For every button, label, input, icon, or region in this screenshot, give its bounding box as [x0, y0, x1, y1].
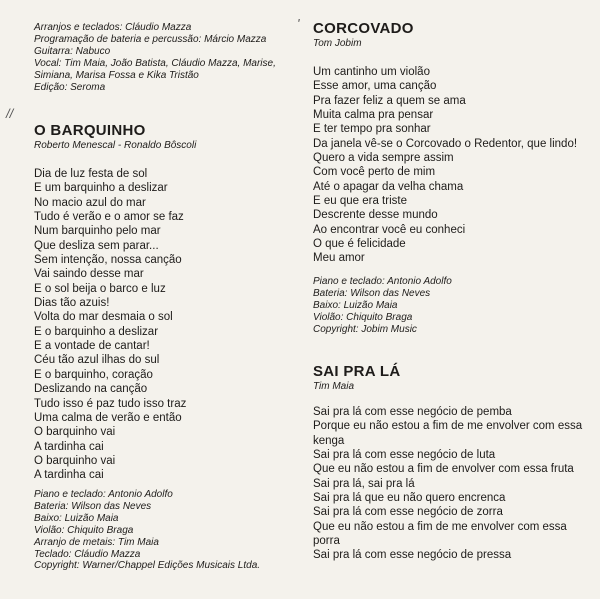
song-credits	[313, 276, 452, 336]
credit-line: Baixo: Luizão Maia	[34, 512, 119, 524]
credit-line: Baixo: Luizão Maia	[313, 299, 398, 311]
lyric-line: Sai pra lá, sai pra lá	[313, 477, 415, 490]
credit-line: Copyright: Jobim Music	[313, 323, 417, 335]
lyric-line: E ter tempo pra sonhar	[313, 123, 431, 136]
lyric-line: O que é felicidade	[313, 238, 406, 251]
credit-line: Simiana, Marisa Fossa e Kika Tristão	[34, 69, 199, 81]
lyric-line: porra	[313, 535, 340, 548]
lyric-line: Num barquinho pelo mar	[34, 225, 161, 238]
lyric-line: Volta do mar desmaia o sol	[34, 311, 173, 324]
lyric-line: Tudo é verão e o amor se faz	[34, 211, 184, 224]
lyric-line: Muita calma pra pensar	[313, 109, 434, 122]
margin-tick-mark: //	[6, 106, 14, 121]
credit-line: Guitarra: Nabuco	[34, 45, 111, 57]
song-corcovado	[313, 20, 414, 50]
lyric-line: Com você perto de mim	[313, 166, 436, 179]
lyric-line: Até o apagar da velha chama	[313, 180, 464, 193]
lyric-line: Que eu não estou a fim de envolver com essa fruta	[313, 463, 574, 476]
song-author: Tom Jobim	[313, 38, 362, 49]
credit-line: Copyright: Warner/Chappel Edições Musicais Ltda.	[34, 560, 261, 572]
credit-line: Bateria: Wilson das Neves	[313, 287, 431, 299]
song-title: O BARQUINHO	[34, 122, 146, 139]
lyric-line: Que eu não estou a fim de me envolver com essa	[313, 520, 567, 533]
lyric-line: E a vontade de cantar!	[34, 340, 150, 353]
lyric-line: Uma calma de verão e então	[34, 411, 182, 424]
lyric-line: Sai pra lá com esse negócio de pressa	[313, 549, 512, 562]
lyric-line: Céu tão azul ilhas do sul	[34, 354, 160, 367]
song-title: SAI PRA LÁ	[313, 363, 401, 380]
lyric-line: Esse amor, uma canção	[313, 80, 437, 93]
lyric-line: Tudo isso é paz tudo isso traz	[34, 397, 187, 410]
lyric-line: Sai pra lá com esse negócio de zorra	[313, 506, 503, 519]
lyric-line: E o barquinho, coração	[34, 368, 153, 381]
credit-line: Vocal: Tim Maia, João Batista, Cláudio Mazza, Marise,	[34, 57, 276, 69]
song-o-barquinho	[34, 122, 196, 152]
song-author: Roberto Menescal - Ronaldo Bôscoli	[34, 140, 197, 151]
lyric-line: E um barquinho a deslizar	[34, 182, 168, 195]
song-lyrics	[313, 65, 577, 266]
lyric-line: A tardinha cai	[34, 469, 104, 482]
lyric-line: Quero a vida sempre assim	[313, 152, 454, 165]
lyric-line: Dias tão azuis!	[34, 297, 110, 310]
lyric-line: kenga	[313, 434, 345, 447]
lyric-line: Ao encontrar você eu conheci	[313, 223, 466, 236]
lyric-line: Sem intenção, nossa canção	[34, 254, 182, 267]
lyric-line: E o sol beija o barco e luz	[34, 282, 166, 295]
lyric-line: Pra fazer feliz a quem se ama	[313, 94, 466, 107]
production-credits	[34, 22, 276, 93]
credit-line: Violão: Chiquito Braga	[313, 311, 413, 323]
credit-line: Piano e teclado: Antonio Adolfo	[313, 276, 452, 287]
song-author: Tim Maia	[313, 381, 355, 392]
lyric-line: E o barquinho a deslizar	[34, 325, 159, 338]
credit-line: Piano e teclado: Antonio Adolfo	[34, 489, 173, 500]
lyric-line: No macio azul do mar	[34, 196, 146, 209]
lyric-line: Dia de luz festa de sol	[34, 168, 148, 180]
song-lyrics	[34, 167, 186, 483]
lyric-line: Porque eu não estou a fim de me envolver com essa	[313, 420, 583, 433]
lyric-line: O barquinho vai	[34, 426, 116, 439]
credit-line: Teclado: Cláudio Mazza	[34, 548, 141, 560]
lyric-line: Descrente desse mundo	[313, 209, 438, 222]
lyric-line: Que desliza sem parar...	[34, 239, 159, 252]
credit-line: Programação de bateria e percussão: Márcio Mazza	[34, 33, 267, 45]
lyric-line: Meu amor	[313, 252, 365, 265]
credit-line: Arranjos e teclados: Cláudio Mazza	[34, 22, 192, 33]
lyric-line: Um cantinho um violão	[313, 66, 430, 78]
lyric-line: A tardinha cai	[34, 440, 104, 453]
credit-line: Edição: Seroma	[34, 81, 106, 93]
lyric-line: Sai pra lá que eu não quero encrenca	[313, 492, 506, 505]
lyric-line: Deslizando na canção	[34, 383, 148, 396]
lyric-line: O barquinho vai	[34, 454, 116, 467]
song-credits	[34, 489, 260, 572]
song-sai-pra-la	[313, 363, 400, 393]
song-lyrics	[313, 405, 582, 563]
credit-line: Violão: Chiquito Braga	[34, 524, 134, 536]
credit-line: Bateria: Wilson das Neves	[34, 500, 152, 512]
lyric-line: Da janela vê-se o Corcovado o Redentor, que lindo!	[313, 137, 578, 150]
lyric-line: Sai pra lá com esse negócio de pemba	[313, 406, 512, 418]
lyric-line: Sai pra lá com esse negócio de luta	[313, 449, 496, 462]
right-column	[313, 0, 595, 599]
credit-line: Arranjo de metais: Tim Maia	[34, 536, 159, 548]
lyric-line: E eu que era triste	[313, 195, 407, 208]
left-column	[34, 0, 284, 599]
margin-tick-mark: '	[297, 16, 300, 31]
song-title: CORCOVADO	[313, 20, 414, 37]
lyric-line: Vai saindo desse mar	[34, 268, 144, 281]
